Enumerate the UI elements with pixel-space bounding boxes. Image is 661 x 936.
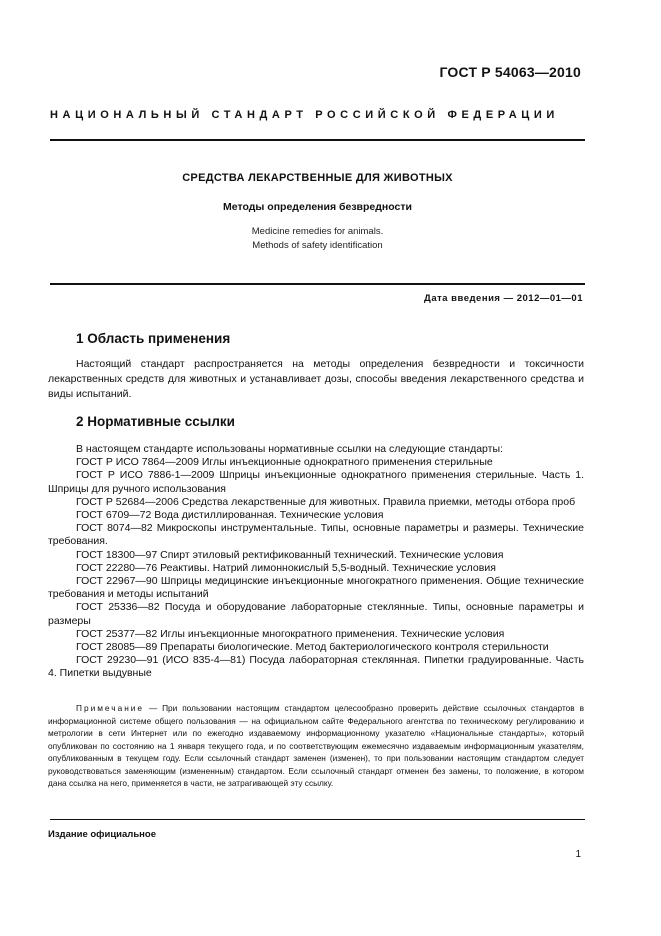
document-subtitle: Методы определения безвредности (223, 201, 412, 213)
official-edition-label: Издание официальное (48, 829, 156, 840)
reference-item: ГОСТ 22967—90 Шприцы медицинские инъекционные многократного применения. Общие технические требования и методы испытаний (48, 575, 584, 601)
section-1-heading: 1 Область применения (76, 331, 231, 346)
reference-item: ГОСТ Р 52684—2006 Средства лекарственные для животных. Правила приемки, методы отбора проб (76, 495, 576, 508)
introduction-date: Дата введения — 2012—01—01 (424, 293, 583, 304)
english-title-line-2: Methods of safety identification (252, 240, 383, 251)
document-title: СРЕДСТВА ЛЕКАРСТВЕННЫЕ ДЛЯ ЖИВОТНЫХ (182, 172, 453, 184)
reference-item: ГОСТ 8074—82 Микроскопы инструментальные. Типы, основные параметры и размеры. Технические требования. (48, 522, 584, 548)
reference-item: ГОСТ 18300—97 Спирт этиловый ректификованный технический. Технические условия (76, 548, 504, 561)
page-number: 1 (575, 849, 581, 860)
scope-paragraph: Настоящий стандарт распространяется на методы определения безвредности и токсичности лекарственных средств для животных и устанавливает дозы, способы введения лекарственного средства и виды испытаний. (48, 358, 584, 400)
note-label: Примечание (76, 703, 145, 713)
title-divider (50, 283, 585, 285)
references-note (48, 702, 584, 790)
national-standard-banner: НАЦИОНАЛЬНЫЙ СТАНДАРТ РОССИЙСКОЙ ФЕДЕРАЦИИ (50, 109, 559, 121)
gost-number: ГОСТ Р 54063—2010 (439, 64, 581, 80)
reference-item: ГОСТ 25377—82 Иглы инъекционные многократного применения. Технические условия (76, 627, 505, 640)
footer-divider (50, 819, 585, 820)
reference-item: ГОСТ Р ИСО 7864—2009 Иглы инъекционные однократного применения стерильные (76, 456, 493, 469)
top-divider (50, 139, 585, 141)
section-2-heading: 2 Нормативные ссылки (76, 414, 235, 429)
normative-references (48, 443, 584, 681)
reference-item: ГОСТ 22280—76 Реактивы. Натрий лимоннокислый 5,5-водный. Технические условия (76, 561, 496, 574)
english-title-line-1: Medicine remedies for animals. (251, 226, 384, 237)
section-1-text (48, 357, 584, 402)
note-text: — При пользовании настоящим стандартом целесообразно проверить действие ссылочных стандартов в информационной системе общего пользования — на официальном сайте Федерального агентства по техническому регулированию и метрологии в сети Интернет или по ежегодно издаваемому информационному указателю «Национальные стандарты», который опубликован по состоянию на 1 января текущего года, и по соответствующим ежемесячно издаваемым информационным указателям, опубликованным в текущем году. Если ссылочный стандарт заменен (изменен), то при пользовании настоящим стандартом следует руководствоваться заменяющим (измененным) стандартом. Если ссылочный стандарт отменен без замены, то положение, в котором дана ссылка на него, применяется в части, не затрагивающей эту ссылку. (48, 703, 584, 788)
references-intro: В настоящем стандарте использованы нормативные ссылки на следующие стандарты: (76, 443, 503, 455)
reference-item: ГОСТ Р ИСО 7886-1—2009 Шприцы инъекционные однократного применения стерильные. Часть 1. Шприцы для ручного использования (48, 469, 584, 495)
reference-item: ГОСТ 6709—72 Вода дистиллированная. Технические условия (76, 509, 384, 522)
reference-item: ГОСТ 25336—82 Посуда и оборудование лабораторные стеклянные. Типы, основные параметры и размеры (48, 601, 584, 627)
reference-item: ГОСТ 29230—91 (ИСО 835-4—81) Посуда лабораторная стеклянная. Пипетки градуированные. Часть 4. Пипетки выдувные (48, 654, 584, 680)
reference-item: ГОСТ 28085—89 Препараты биологические. Метод бактериологического контроля стерильности (76, 641, 549, 654)
